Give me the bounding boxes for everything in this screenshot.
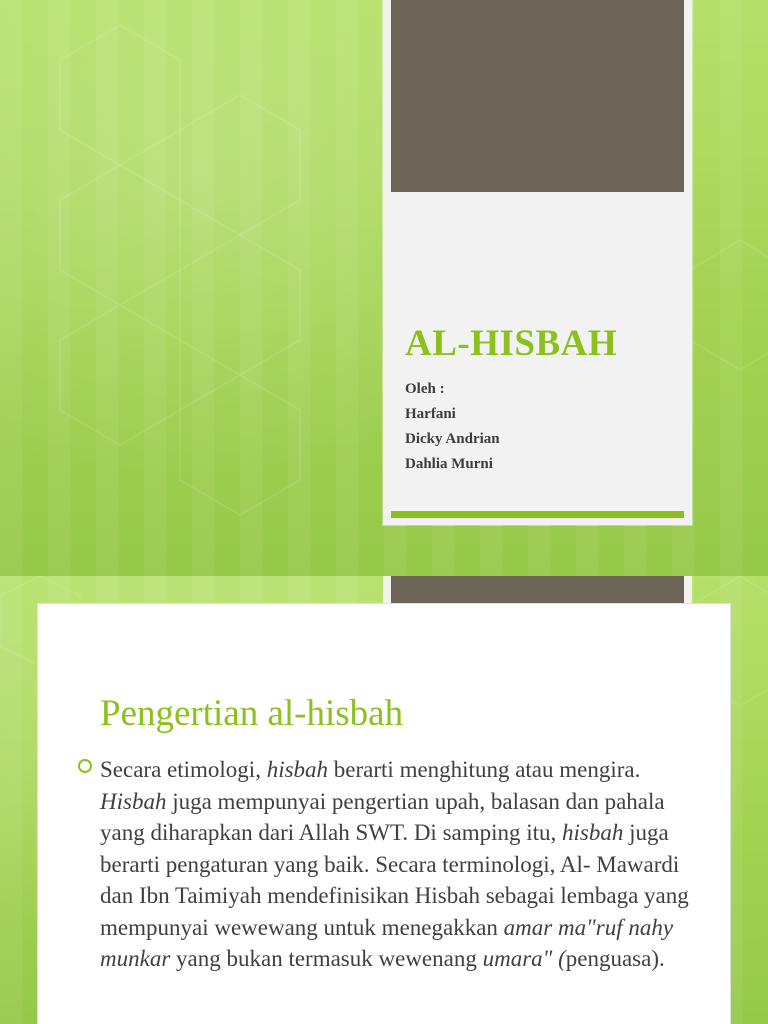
italic-text-run: hisbah [562, 820, 624, 845]
slide-title: AL-HISBAH [405, 323, 618, 364]
italic-text-run: umara" ( [482, 946, 566, 971]
text-run: penguasa). [565, 946, 665, 971]
text-run: juga mempunyai pengertian upah, balasan dan pahala yang diharapkan dari Allah SWT. Di samping itu, [100, 788, 665, 845]
author-name: Dicky Andrian [405, 431, 500, 447]
italic-text-run: hisbah [266, 757, 329, 782]
author-name: Dahlia Murni [405, 456, 493, 472]
text-run: berarti menghitung atau mengira. [328, 757, 641, 782]
title-card [383, 0, 692, 525]
author-list [405, 377, 500, 477]
title-photo-placeholder [391, 0, 684, 192]
authors-label: Oleh : [405, 381, 445, 397]
bullet-paragraph [100, 754, 690, 975]
text-run: juga berarti pengaturan yang baik. Secara terminologi, Al- Mawardi dan Ibn Taimiyah mendefinisikan Hisbah sebagai lembaga yang mempunyai wewewang untuk menegakkan [100, 820, 689, 940]
accent-bar [391, 511, 684, 518]
italic-text-run: Hisbah [100, 788, 167, 814]
text-run: Secara etimologi, [100, 757, 267, 782]
hollow-circle-bullet-icon [78, 759, 92, 773]
section-heading: Pengertian al-hisbah [100, 693, 404, 734]
content-slide [0, 576, 768, 1024]
text-run: yang bukan termasuk wewenang [170, 946, 483, 971]
italic-text-run: amar ma"ruf nahy munkar [100, 914, 674, 971]
author-name: Harfani [405, 406, 456, 422]
content-panel [38, 604, 730, 1024]
